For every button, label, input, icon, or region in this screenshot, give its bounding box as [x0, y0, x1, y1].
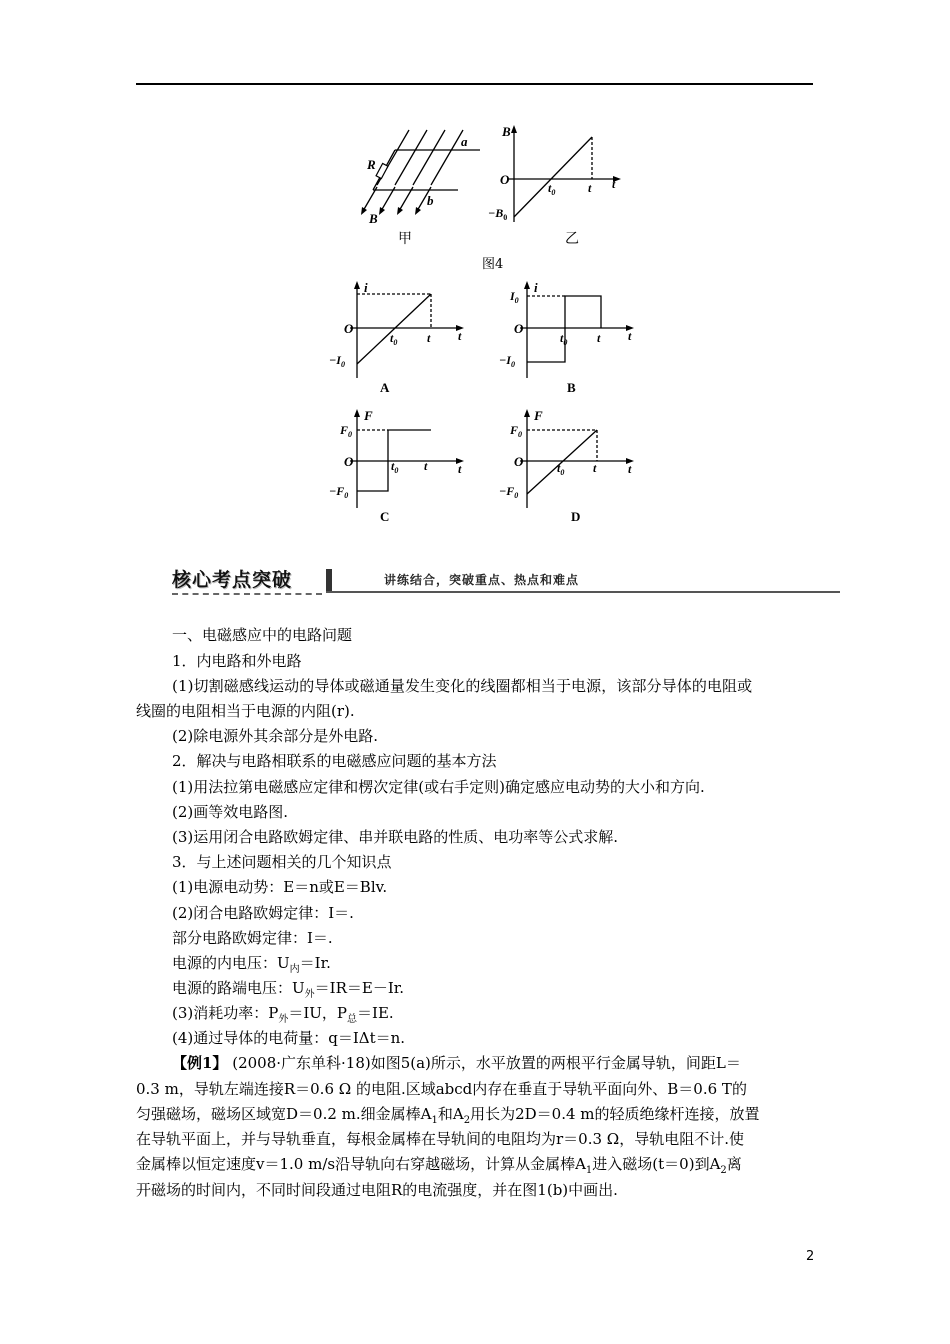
knowledge-5: 电源的路端电压：$U_外=IR=E-Ir$.	[172, 979, 405, 1000]
para-1b: 线圈的电阻相当于电源的内阻(r).	[136, 702, 355, 720]
option-c-graph	[329, 408, 470, 508]
yi-t-axis: t	[612, 177, 616, 191]
yi-negB0: $-B_0$	[488, 206, 508, 222]
option-b-label: B	[567, 380, 576, 395]
para-2: (2)除电源外其余部分是外电路.	[172, 727, 379, 745]
knowledge-7: (4)通过导体的电荷量：q＝IΔt＝n.	[172, 1029, 406, 1047]
label-a: a	[461, 134, 468, 149]
option-b-graph	[499, 280, 640, 380]
svg-text:i: i	[364, 280, 368, 295]
svg-text:I0: $I_0$	[510, 289, 519, 305]
svg-text:O: O	[344, 321, 354, 336]
option-a-label: A	[380, 380, 390, 395]
knowledge-3: 部分电路欧姆定律：I＝.	[172, 929, 333, 947]
section-title: 核心考点突破	[172, 569, 293, 591]
svg-text:t: t	[458, 329, 462, 343]
knowledge-6: (3)消耗功率：$P_外=IU$，$P_总=IE$.	[172, 1004, 394, 1025]
yi-axis-B: B	[502, 124, 511, 139]
method-2: (2)画等效电路图.	[172, 803, 289, 821]
svg-text:−I0: $-I_0$	[329, 353, 345, 369]
option-c-label: C	[380, 509, 390, 524]
example-1-line3: 匀强磁场，磁场区域宽D＝0.2 m.细金属棒$A_1$和$A_2$用长为2D＝0.4 m的轻质绝缘杆连接，放置	[136, 1105, 760, 1126]
example-1-line2: 0.3 m，导轨左端连接R＝0.6 Ω 的电阻.区域abcd内存在垂直于导轨平面向外、B＝0.6 T的	[136, 1080, 747, 1098]
svg-text:O: O	[344, 454, 354, 469]
svg-text:i: i	[534, 280, 538, 295]
svg-text:−F0: $-F_0$	[329, 484, 349, 500]
svg-text:F0: $F_0$	[510, 423, 523, 439]
section-banner	[172, 566, 840, 596]
label-R: R	[367, 157, 376, 172]
svg-text:O: O	[514, 454, 524, 469]
yi-t: t	[588, 181, 592, 195]
option-a-graph	[329, 280, 470, 380]
figure-jia-diagram	[345, 125, 485, 225]
yi-origin: O	[500, 172, 510, 187]
figure-caption: 图4	[482, 257, 504, 272]
heading-1: 一、电磁感应中的电路问题	[172, 626, 353, 644]
svg-text:F: F	[364, 408, 373, 423]
para-1a: (1)切割磁感线运动的导体或磁通量发生变化的线圈都相当于电源，该部分导体的电阻或	[172, 677, 753, 695]
svg-text:t0: $t_0$	[391, 459, 399, 475]
svg-text:t: t	[593, 461, 597, 475]
yi-t0: $t_0$	[548, 181, 556, 197]
label-b: b	[427, 193, 434, 208]
header-rule	[136, 83, 813, 85]
page-number: 2	[806, 1249, 815, 1264]
figure-yi-label: 乙	[565, 231, 579, 247]
banner-bar	[326, 569, 332, 591]
label-B-field: B	[369, 211, 378, 226]
figure-yi-graph	[485, 122, 625, 226]
svg-text:t: t	[628, 462, 632, 476]
svg-text:t: t	[427, 331, 431, 345]
svg-text:t0: $t_0$	[560, 331, 568, 347]
example-1-line5: 金属棒以恒定速度v＝1.0 m/s沿导轨向右穿越磁场，计算从金属棒$A_1$进入磁场(t＝0)到$A_2$离	[136, 1155, 742, 1176]
svg-text:−I0: $-I_0$	[499, 353, 515, 369]
svg-text:−F0: $-F_0$	[499, 484, 519, 500]
knowledge-1: (1)电源电动势：E＝n或E＝Blv.	[172, 878, 388, 896]
svg-text:t0: $t_0$	[557, 461, 565, 477]
example-1-line6: 开磁场的时间内，不同时间段通过电阻R的电流强度，并在图1(b)中画出.	[136, 1181, 618, 1199]
option-d-graph	[499, 408, 640, 508]
banner-line	[326, 591, 840, 593]
svg-text:F: F	[534, 408, 543, 423]
figure-jia-label: 甲	[398, 231, 412, 247]
svg-text:t: t	[458, 462, 462, 476]
knowledge-2: (2)闭合电路欧姆定律：I＝.	[172, 904, 354, 922]
option-d-label: D	[571, 509, 581, 524]
svg-text:t0: $t_0$	[390, 331, 398, 347]
banner-dash	[172, 593, 322, 595]
example-1-line1: 【例1】 (2008·广东单科·18)如图5(a)所示，水平放置的两根平行金属导轨，间距L＝	[172, 1054, 741, 1072]
svg-text:O: O	[514, 321, 524, 336]
example-1-line4: 在导轨平面上，并与导轨垂直，每根金属棒在导轨间的电阻均为r＝0.3 Ω，导轨电阻不计.使	[136, 1130, 745, 1148]
heading-1-2: 2．解决与电路相联系的电磁感应问题的基本方法	[172, 752, 497, 770]
knowledge-4: 电源的内电压：$U_内=Ir$.	[172, 954, 331, 975]
section-subtitle: 讲练结合，突破重点、热点和难点	[384, 573, 580, 587]
svg-text:t: t	[628, 329, 632, 343]
method-1: (1)用法拉第电磁感应定律和楞次定律(或右手定则)确定感应电动势的大小和方向.	[172, 778, 705, 796]
method-3: (3)运用闭合电路欧姆定律、串并联电路的性质、电功率等公式求解.	[172, 828, 619, 846]
svg-text:t: t	[597, 331, 601, 345]
heading-1-1: 1．内电路和外电路	[172, 652, 302, 670]
svg-text:F0: $F_0$	[340, 423, 353, 439]
svg-text:t: t	[424, 459, 428, 473]
heading-1-3: 3．与上述问题相关的几个知识点	[172, 853, 392, 871]
